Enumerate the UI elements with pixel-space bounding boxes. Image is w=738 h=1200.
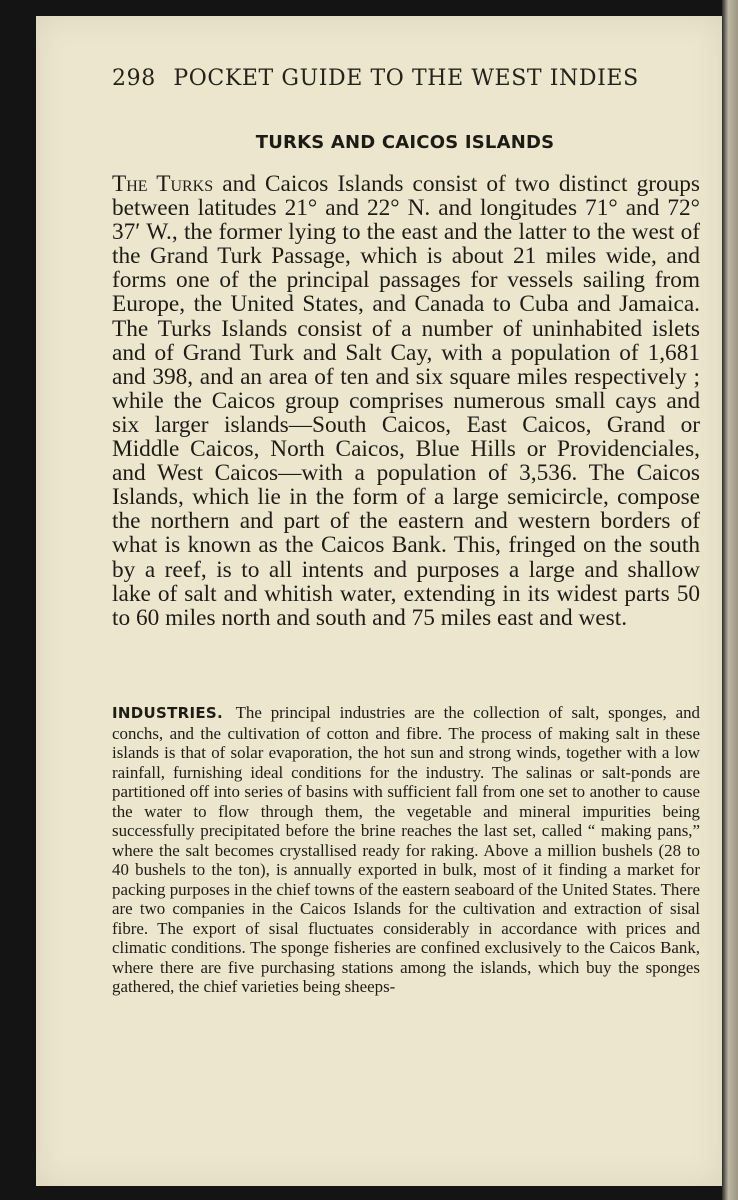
page-number: 298 [112,66,156,91]
book-title: POCKET GUIDE TO THE WEST INDIES [173,66,639,91]
section-title: TURKS AND CAICOS ISLANDS [255,132,555,153]
industries-text: The principal industries are the collection of salt, sponges, and conchs, and the cultivation of cotton and fibre. The process of making salt in these islands is that of solar evaporation, the hot sun and strong winds, together with a low rainfall, furnishing ideal conditions for the industry. The salinas or salt-ponds are partitioned off into series of basins with sufficient fall from one set to another to cause the water to flow through them, the vegetable and mineral impurities being successfully precipitated before the brine reaches the last set, called “ making pans,” where the salt becomes crystallised ready for raking. Above a million bushels (28 to 40 bushels to the ton), is annually exported in bulk, most of it finding a market for packing purposes in the chief towns of the eastern seaboard of the United States. There are two companies in the Caicos Islands for the cultivation and extraction of sisal fibre. The export of sisal fluctuates considerably in accordance with prices and climatic conditions. The sponge fisheries are confined exclusively to the Caicos Bank, where there are five purchasing stations among the islands, which buy the sponges gathered, the chief varieties being sheeps- [112,703,700,996]
intro-text: and Caicos Islands consist of two distinct groups between latitudes 21° and 22° N. and longitudes 71° and 72° 37′ W., the former lying to the east and the latter to the west of the Grand Turk Passage, which is about 21 miles wide, and forms one of the principal passages for vessels sailing from Europe, the United States, and Canada to Cuba and Jamaica. The Turks Islands consist of a number of uninhabited islets and of Grand Turk and Salt Cay, with a population of 1,681 and 398, and an area of ten and six square miles respectively ; while the Caicos group comprises numerous small cays and six larger islands—South Caicos, East Caicos, Grand or Middle Caicos, North Caicos, Blue Hills or Providenciales, and West Caicos—with a population of 3,536. The Caicos Islands, which lie in the form of a large semicircle, compose the northern and part of the eastern and western borders of what is known as the Caicos Bank. This, fringed on the south by a reef, is to all intents and purposes a large and shallow lake of salt and whitish water, extending in its widest parts 50 to 60 miles north and south and 75 miles east and west. [112,171,700,631]
intro-lead-words: The Turks [112,171,214,197]
intro-paragraph [112,172,700,630]
page-edge [722,0,738,1200]
industries-heading: INDUSTRIES. [112,704,223,722]
running-head [112,66,672,91]
industries-paragraph [112,703,700,997]
